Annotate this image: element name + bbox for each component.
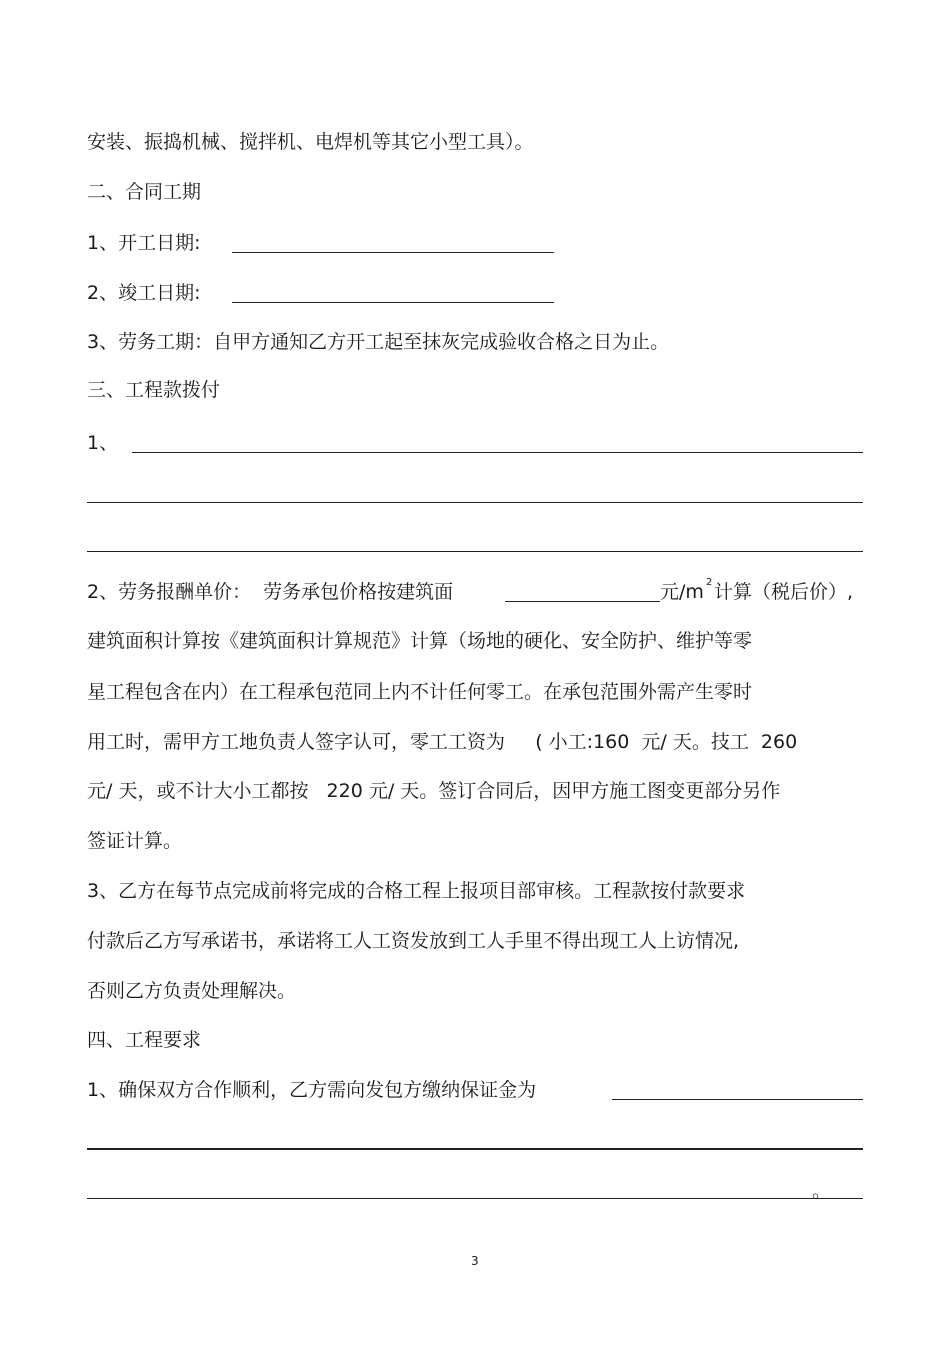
rate-line-6: 签证计算。 bbox=[87, 830, 183, 852]
end-date-label: 2、竣工日期: bbox=[87, 282, 201, 304]
deposit-blank-line-2[interactable] bbox=[87, 1148, 863, 1150]
section-2-heading: 二、合同工期 bbox=[87, 181, 202, 203]
item-3-line-2: 付款后乙方写承诺书，承诺将工人工资发放到工人手里不得出现工人上访情况, bbox=[87, 930, 740, 952]
start-date-blank[interactable] bbox=[232, 252, 554, 253]
payment-item-1-blank[interactable] bbox=[132, 452, 863, 453]
deposit-blank[interactable] bbox=[612, 1099, 863, 1100]
rate-unit-superscript: 2 bbox=[706, 577, 713, 588]
rate-line-4: 用工时，需甲方工地负责人签字认可，零工工资为 ( 小工:160 元/ 天。技工 260 bbox=[87, 731, 798, 753]
deposit-label: 1、确保双方合作顺利，乙方需向发包方缴纳保证金为 bbox=[87, 1079, 537, 1101]
payment-item-1-label: 1、 bbox=[87, 432, 119, 454]
deposit-blank-line-3[interactable] bbox=[87, 1198, 863, 1199]
rate-price-blank[interactable] bbox=[505, 601, 660, 602]
end-date-blank[interactable] bbox=[232, 302, 554, 303]
payment-blank-line-3[interactable] bbox=[87, 551, 863, 552]
rate-unit: 元/m bbox=[660, 581, 704, 603]
page-number: 3 bbox=[471, 1254, 479, 1268]
rate-line-2: 建筑面积计算按《建筑面积计算规范》计算（场地的硬化、安全防护、维护等零 bbox=[87, 630, 753, 652]
start-date-label: 1、开工日期: bbox=[87, 232, 201, 254]
rate-line-1-prefix: 2、劳务报酬单价： 劳务承包价格按建筑面 bbox=[87, 581, 454, 603]
item-3-line-3: 否则乙方负责处理解决。 bbox=[87, 980, 297, 1002]
payment-blank-line-2[interactable] bbox=[87, 502, 863, 503]
item-3-line-1: 3、乙方在每节点完成前将完成的合格工程上报项目部审核。工程款按付款要求 bbox=[87, 880, 746, 902]
labor-period-text: 3、劳务工期：自甲方通知乙方开工起至抹灰完成验收合格之日为止。 bbox=[87, 331, 670, 353]
rate-line-3: 星工程包含在内）在工程承包范同上内不计任何零工。在承包范围外需产生零时 bbox=[87, 681, 753, 703]
deposit-end-mark: 。 bbox=[812, 1180, 832, 1202]
rate-line-5: 元/ 天，或不计大小工都按 220 元/ 天。签订合同后，因甲方施工图变更部分另作 bbox=[87, 780, 781, 802]
section-3-heading: 三、工程款拨付 bbox=[87, 379, 221, 401]
rate-line-1-suffix: 计算（税后价）, bbox=[714, 581, 854, 603]
section-4-heading: 四、工程要求 bbox=[87, 1029, 202, 1051]
text-tools-line: 安装、振捣机械、搅拌机、电焊机等其它小型工具）。 bbox=[87, 131, 534, 153]
